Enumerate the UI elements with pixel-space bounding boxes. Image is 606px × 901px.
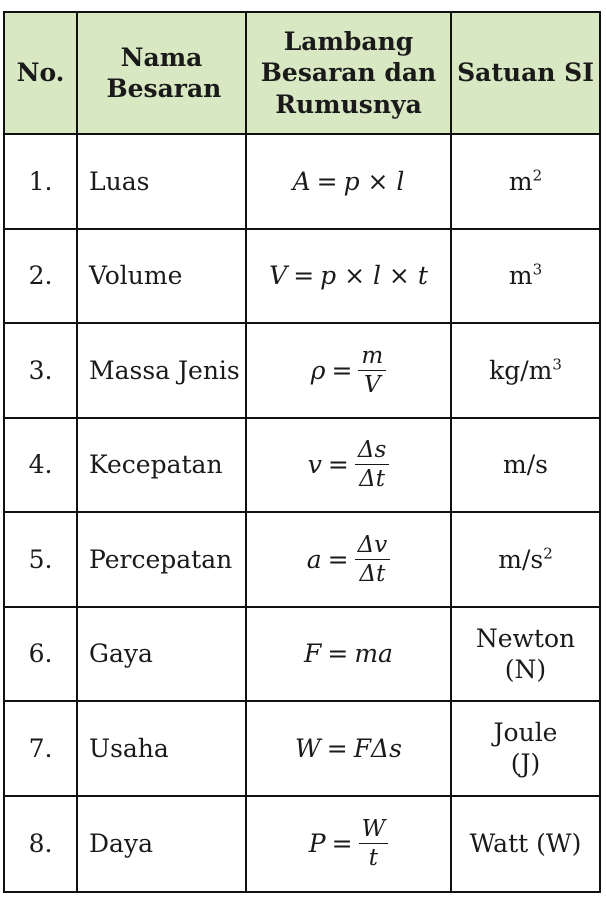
formula-expression: p × l × t xyxy=(320,261,428,291)
equals-sign: = xyxy=(331,829,353,859)
si-unit xyxy=(452,513,599,608)
fraction-denominator: Δt xyxy=(359,560,386,587)
unit-text: Newton xyxy=(475,623,576,653)
header-no: No. xyxy=(5,13,78,135)
fraction-numerator: W xyxy=(359,817,389,844)
header-lambang: Lambang Besaran dan Rumusnya xyxy=(247,13,452,135)
physical-quantities-table xyxy=(3,11,601,893)
fraction-numerator: Δv xyxy=(355,533,391,560)
unit-symbol: (J) xyxy=(510,749,541,779)
formula-symbol: ρ xyxy=(310,355,326,385)
unit-exponent: 2 xyxy=(543,544,553,563)
formula-fraction xyxy=(359,817,389,870)
si-unit xyxy=(452,608,599,703)
quantity-name: Gaya xyxy=(78,608,247,703)
unit-text: kg/m xyxy=(489,355,553,385)
equals-sign: = xyxy=(327,639,349,669)
formula-symbol: a xyxy=(306,544,322,574)
quantity-name: Usaha xyxy=(78,702,247,797)
equals-sign: = xyxy=(327,544,349,574)
row-number: 8. xyxy=(5,797,78,892)
si-unit xyxy=(452,324,599,419)
formula-fraction xyxy=(358,344,386,397)
unit-symbol: (N) xyxy=(504,654,547,684)
si-unit xyxy=(452,230,599,325)
quantity-formula xyxy=(247,513,452,608)
quantity-name: Kecepatan xyxy=(78,419,247,514)
quantity-formula xyxy=(247,324,452,419)
unit-text: m/s xyxy=(503,450,548,480)
fraction-numerator: m xyxy=(358,344,386,371)
formula-symbol: v xyxy=(307,450,322,480)
quantity-formula xyxy=(247,608,452,703)
unit-exponent: 3 xyxy=(552,355,562,374)
formula-expression: ma xyxy=(354,639,393,669)
header-satuan: Satuan SI xyxy=(452,13,599,135)
equals-sign: = xyxy=(331,355,353,385)
si-unit xyxy=(452,419,599,514)
formula-symbol: P xyxy=(308,829,326,859)
row-number: 7. xyxy=(5,702,78,797)
formula-symbol: F xyxy=(304,639,322,669)
row-number: 4. xyxy=(5,419,78,514)
formula-symbol: W xyxy=(295,733,321,763)
equals-sign: = xyxy=(327,450,349,480)
equals-sign: = xyxy=(326,733,348,763)
unit-exponent: 2 xyxy=(532,166,543,185)
quantity-name: Massa Jenis xyxy=(78,324,247,419)
quantity-name: Percepatan xyxy=(78,513,247,608)
formula-fraction xyxy=(355,438,389,491)
row-number: 6. xyxy=(5,608,78,703)
quantity-name: Daya xyxy=(78,797,247,892)
si-unit xyxy=(452,702,599,797)
si-unit xyxy=(452,797,599,892)
fraction-denominator: t xyxy=(368,845,378,872)
quantity-formula xyxy=(247,797,452,892)
unit-exponent: 3 xyxy=(532,260,543,279)
equals-sign: = xyxy=(316,166,338,196)
quantity-formula xyxy=(247,230,452,325)
unit-text: Joule xyxy=(493,718,558,747)
quantity-formula xyxy=(247,702,452,797)
si-unit xyxy=(452,135,599,230)
quantity-formula xyxy=(247,135,452,230)
row-number: 3. xyxy=(5,324,78,419)
quantity-name: Luas xyxy=(78,135,247,230)
fraction-denominator: V xyxy=(364,371,381,398)
unit-text: Watt (W) xyxy=(469,829,582,859)
header-nama-besaran: Nama Besaran xyxy=(78,13,247,135)
quantity-name: Volume xyxy=(78,230,247,325)
formula-symbol: V xyxy=(269,261,288,291)
fraction-numerator: Δs xyxy=(355,438,389,465)
unit-text: m xyxy=(508,166,533,196)
row-number: 5. xyxy=(5,513,78,608)
formula-expression: FΔs xyxy=(353,733,402,763)
unit-text: m/s xyxy=(498,544,544,574)
formula-expression: p × l xyxy=(343,166,405,196)
formula-fraction xyxy=(355,533,391,586)
unit-text: m xyxy=(508,261,533,291)
equals-sign: = xyxy=(293,261,315,291)
row-number: 1. xyxy=(5,135,78,230)
quantity-formula xyxy=(247,419,452,514)
row-number: 2. xyxy=(5,230,78,325)
fraction-denominator: Δt xyxy=(359,466,385,493)
formula-symbol: A xyxy=(292,166,311,196)
